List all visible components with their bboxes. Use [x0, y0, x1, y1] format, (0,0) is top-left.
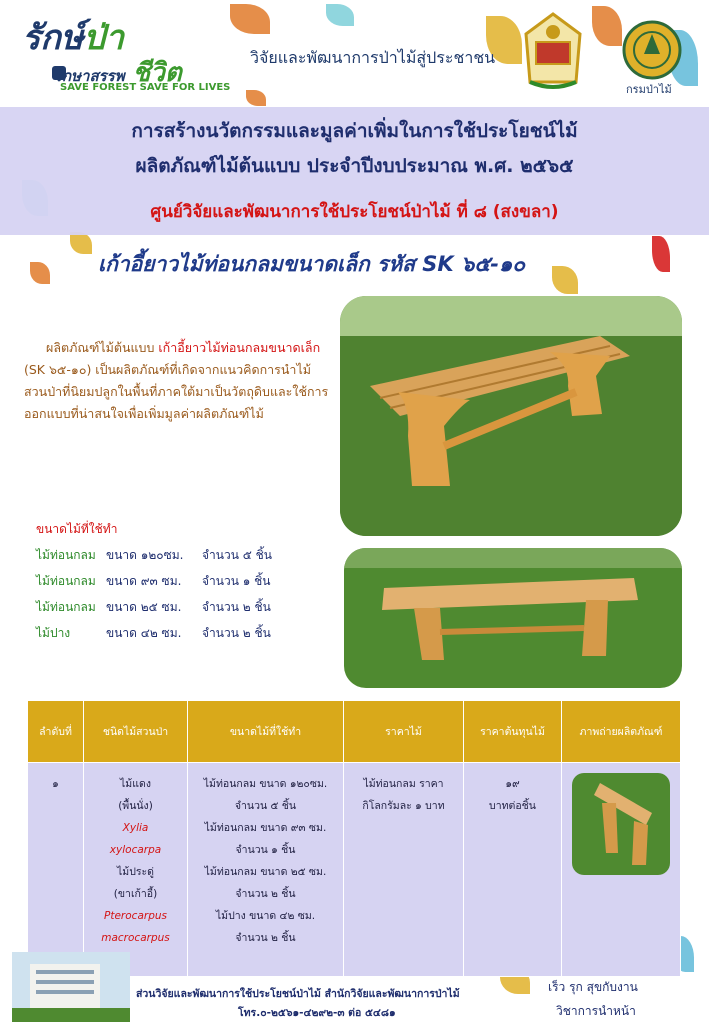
column-header-cost: ราคาต้นทุนไม้ — [464, 701, 562, 763]
size-line: ไม้ท่อนกลม ขนาด ๒๕ ซม. — [204, 866, 327, 878]
wood-size: ขนาด ๑๒๐ซม. — [106, 548, 184, 562]
decorative-leaf — [552, 266, 578, 294]
size-line: จำนวน ๕ ชิ้น — [234, 800, 297, 812]
cell-sizes — [188, 763, 344, 977]
wood-size-row — [36, 624, 271, 643]
species-scientific: Xylia — [122, 822, 149, 834]
product-photo-side — [344, 548, 682, 688]
wood-qty: จำนวน ๕ ชิ้น — [202, 548, 272, 562]
description-text-1: ผลิตภัณฑ์ไม้ต้นแบบ — [46, 340, 159, 355]
wood-type: ไม้ท่อนกลม — [36, 548, 96, 562]
campaign-logo — [14, 8, 234, 96]
size-line: จำนวน ๒ ชิ้น — [235, 932, 296, 944]
logo-subtext-a: รักษาสรรพ — [54, 67, 125, 85]
size-line: ไม้ท่อนกลม ขนาด ๙๓ ซม. — [204, 822, 327, 834]
species-use: (พื้นนั่ง) — [118, 800, 153, 812]
wood-qty: จำนวน ๒ ชิ้น — [202, 626, 271, 640]
species-name: ไม้ประดู่ — [117, 866, 154, 878]
product-title: เก้าอี้ยาวไม้ท่อนกลมขนาดเล็ก รหัส SK ๖๕-๑๐ — [98, 252, 526, 276]
footer-slogan-1: เร็ว รุก สุขกับงาน — [548, 980, 638, 994]
product-description — [24, 337, 330, 425]
size-line: จำนวน ๒ ชิ้น — [235, 888, 296, 900]
description-text-2: (SK ๖๕-๑๐) เป็นผลิตภัณฑ์ที่เกิดจากแนวคิดการนำไม้สวนป่าที่นิยมปลูกในพื้นที่ภาคใต้มาเป็นวัตถุดิบและใช้การออกแบบที่น่าสนใจเพื่อเพิ่มมูลค่าผลิตภัณฑ์ไม้ — [24, 362, 329, 421]
decorative-leaf — [246, 90, 266, 106]
header-tagline: วิจัยและพัฒนาการป่าไม้สู่ประชาชน — [250, 48, 496, 67]
size-line: จำนวน ๑ ชิ้น — [235, 844, 296, 856]
table-header-row — [28, 701, 681, 763]
logo-text-a: รักษ์ — [22, 18, 84, 58]
wood-qty: จำนวน ๑ ชิ้น — [202, 574, 271, 588]
wood-size: ขนาด ๔๒ ซม. — [106, 626, 182, 640]
wood-sizes-title: ขนาดไม้ที่ใช้ทำ — [36, 522, 118, 536]
cell-cost — [464, 763, 562, 977]
logo-text-b: ป่า — [83, 18, 124, 58]
species-scientific: macrocarpus — [101, 932, 170, 944]
product-thumbnail — [572, 773, 670, 875]
table-row — [28, 763, 681, 977]
cell-price — [344, 763, 464, 977]
product-photo-main — [340, 296, 682, 536]
decorative-leaf — [70, 232, 92, 254]
column-header-species: ชนิดไม้สวนป่า — [84, 701, 188, 763]
logo-slogan: SAVE FOREST SAVE FOR LIVES — [60, 82, 231, 93]
wood-size: ขนาด ๙๓ ซม. — [106, 574, 182, 588]
column-header-photo: ภาพถ่ายผลิตภัณฑ์ — [562, 701, 681, 763]
cost-unit: บาทต่อชิ้น — [489, 800, 536, 812]
price-line: กิโลกรัมละ ๑ บาท — [362, 800, 445, 812]
decorative-leaf — [230, 4, 270, 34]
decorative-leaf — [30, 262, 50, 284]
decorative-leaf — [652, 236, 670, 272]
cell-photo — [562, 763, 681, 977]
column-header-price: ราคาไม้ — [344, 701, 464, 763]
column-header-no: ลำดับที่ — [28, 701, 84, 763]
wood-type: ไม้ท่อนกลม — [36, 574, 96, 588]
wood-type: ไม้ท่อนกลม — [36, 600, 96, 614]
cell-species — [84, 763, 188, 977]
wood-size-row — [36, 572, 271, 591]
species-scientific: xylocarpa — [109, 844, 162, 856]
column-header-sizes: ขนาดไม้ที่ใช้ทำ — [188, 701, 344, 763]
cost-value: ๑๙ — [505, 778, 520, 790]
size-line: ไม้ปาง ขนาด ๔๒ ซม. — [215, 910, 316, 922]
wood-type: ไม้ปาง — [36, 626, 71, 640]
building-photo — [12, 952, 130, 1022]
cell-no: ๑ — [28, 763, 84, 977]
center-name: ศูนย์วิจัยและพัฒนาการใช้ประโยชน์ป่าไม้ ที่ ๘ (สงขลา) — [150, 202, 559, 222]
size-line: ไม้ท่อนกลม ขนาด ๑๒๐ซม. — [203, 778, 328, 790]
agency-label: กรมป่าไม้ — [626, 83, 672, 96]
wood-size: ขนาด ๒๕ ซม. — [106, 600, 182, 614]
product-table — [27, 700, 681, 977]
page-title-line-2: ผลิตภัณฑ์ไม้ต้นแบบ ประจำปีงบประมาณ พ.ศ. ๒๕๖๕ — [135, 155, 574, 177]
description-highlight: เก้าอี้ยาวไม้ท่อนกลมขนาดเล็ก — [158, 340, 321, 355]
logo-subtext-b: ชีวิต — [132, 58, 182, 88]
species-use: (ขาเก้าอี้) — [113, 888, 158, 900]
research-emblem-icon — [518, 12, 588, 92]
species-scientific: Pterocarpus — [104, 910, 167, 922]
footer-slogan-2: วิชาการนำหน้า — [556, 1004, 636, 1018]
wood-size-row — [36, 546, 272, 565]
wood-size-row — [36, 598, 271, 617]
wood-qty: จำนวน ๒ ชิ้น — [202, 600, 271, 614]
page-title-line-1: การสร้างนวัตกรรมและมูลค่าเพิ่มในการใช้ประโยชน์ไม้ — [131, 120, 578, 142]
footer-phone: โทร.๐-๒๕๖๑-๔๒๙๒-๓ ต่อ ๕๔๘๑ — [238, 1007, 396, 1019]
price-line: ไม้ท่อนกลม ราคา — [363, 778, 444, 790]
footer-organization: ส่วนวิจัยและพัฒนาการใช้ประโยชน์ป่าไม้ สำนักวิจัยและพัฒนาการป่าไม้ — [136, 988, 460, 1000]
species-name: ไม้แดง — [120, 778, 151, 790]
decorative-leaf — [326, 4, 354, 26]
